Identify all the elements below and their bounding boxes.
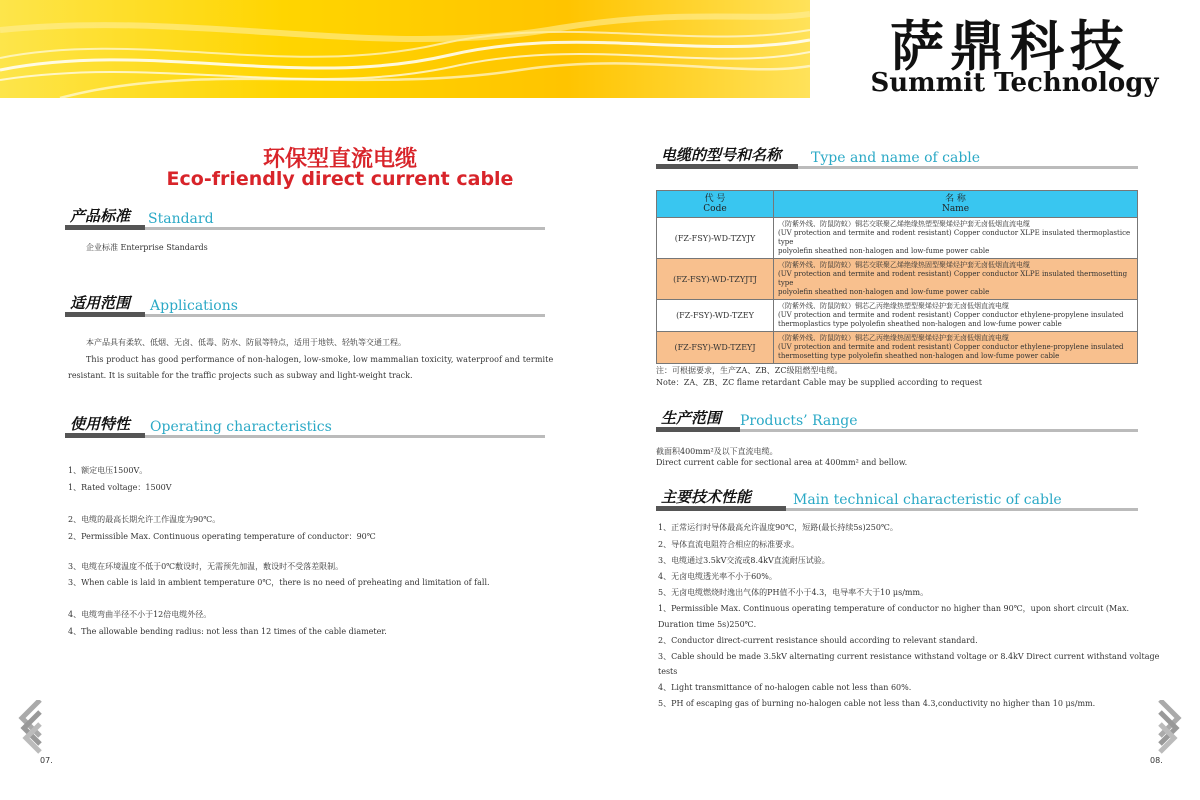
operating-item-cn: 3、电缆在环境温度不低于0℃敷设时，无需预先加温，敷设时不受落差限制。: [68, 562, 344, 571]
tech-line: 2、Conductor direct-current resistance should according to relevant standard.: [658, 636, 978, 645]
section-rule: [798, 166, 1138, 169]
section-rule: [656, 427, 740, 432]
section-rule: [65, 433, 145, 438]
table-cell-code: (FZ-FSY)-WD-TZYJTJ: [657, 259, 774, 300]
section-operating: [65, 411, 545, 451]
section-title-cn: 电缆的型号和名称: [661, 146, 782, 164]
header-banner: [0, 0, 810, 98]
table-row: [657, 332, 1138, 364]
table-cell-name: （防紫外线、防鼠防蚁）铜芯乙丙绝缘热固型聚烯烃护套无卤低烟直流电缆 (UV protection and termite and rodent resistant) Copper conductor ethylene-propylene insulated thermosetting type polyolefin sheathed non-halogen and low-fume power cable: [774, 332, 1138, 364]
tech-line: 1、正常运行时导体最高允许温度90℃，短路(最长持续5s)250℃。: [658, 523, 898, 532]
range-text-en: Direct current cable for sectional area at 400mm² and bellow.: [656, 458, 908, 467]
tech-line: 5、无卤电缆燃烧时逸出气体的PH值不小于4.3，电导率不大于10 μs/mm。: [658, 588, 929, 597]
table-cell-name: （防紫外线、防鼠防蚁）铜芯乙丙绝缘热塑型聚烯烃护套无卤低烟直流电缆 (UV protection and termite and rodent resistant) Copper conductor ethylene-propylene insulated thermoplastics type polyolefin sheathed non-halogen and low-fume power cable: [774, 300, 1138, 332]
section-rule: [145, 314, 545, 317]
section-rule: [656, 164, 798, 169]
standard-text: 企业标准 Enterprise Standards: [86, 243, 208, 252]
tech-line: tests: [658, 667, 678, 676]
applications-line: resistant. It is suitable for the traffic projects such as subway and light-weight track.: [68, 371, 413, 380]
table-note-en: Note：ZA、ZB、ZC flame retardant Cable may be supplied according to request: [656, 378, 982, 387]
table-cell-code: (FZ-FSY)-WD-TZEY: [657, 300, 774, 332]
table-cell-name: （防紫外线、防鼠防蚁）铜芯交联聚乙烯绝缘热塑型聚烯烃护套无卤低烟直流电缆 (UV protection and termite and rodent resistant) Copper conductor XLPE insulated thermoplastice type polyolefin sheathed non-halogen and low-fume power cable: [774, 218, 1138, 259]
section-rule: [145, 227, 545, 230]
cable-type-table: [656, 190, 1138, 364]
page-title-cn: 环保型直流电缆: [262, 147, 417, 172]
tech-line: 2、导体直流电阻符合相应的标准要求。: [658, 540, 800, 549]
table-row: [657, 218, 1138, 259]
section-title-cn: 产品标准: [70, 207, 131, 225]
section-standard: [65, 203, 545, 243]
operating-item-cn: 4、电缆弯曲半径不小于12倍电缆外径。: [68, 610, 212, 619]
table-header-row: [657, 191, 1138, 218]
section-rule: [145, 435, 545, 438]
operating-item-cn: 1、额定电压1500V。: [68, 466, 148, 475]
section-title-en: Operating characteristics: [150, 419, 332, 435]
section-range: [656, 405, 1138, 445]
section-title-en: Type and name of cable: [811, 150, 981, 166]
tech-line: 4、无卤电缆透光率不小于60%。: [658, 572, 777, 581]
wave-decoration: [0, 0, 810, 98]
operating-item-en: 1、Rated voltage：1500V: [68, 483, 172, 492]
table-cell-code: (FZ-FSY)-WD-TZYJY: [657, 218, 774, 259]
section-rule: [740, 429, 1138, 432]
section-title-cn: 适用范围: [70, 294, 131, 312]
chevron-deco-icon: [18, 700, 46, 760]
section-rule: [656, 506, 786, 511]
tech-line: 4、Light transmittance of no-halogen cable not less than 60%.: [658, 683, 912, 692]
operating-item-en: 3、When cable is laid in ambient temperature 0℃，there is no need of preheating and limitation of fall.: [68, 578, 490, 587]
table-row: [657, 259, 1138, 300]
operating-item-en: 2、Permissible Max. Continuous operating temperature of conductor：90℃: [68, 532, 376, 541]
section-title-cn: 使用特性: [70, 415, 131, 433]
section-title-cn: 生产范围: [661, 409, 722, 427]
applications-line: 本产品具有柔软、低烟、无卤、低毒、防水、防鼠等特点，适用于地铁、轻轨等交通工程。: [86, 338, 406, 347]
section-title-en: Applications: [150, 298, 238, 314]
page-title-en: Eco-friendly direct current cable: [166, 168, 514, 190]
table-cell-name: （防紫外线、防鼠防蚁）铜芯交联聚乙烯绝缘热固型聚烯烃护套无卤低烟直流电缆 (UV protection and termite and rodent resistant) Copper conductor XLPE insulated thermosetting type polyolefin sheathed non-halogen and low-fume power cable: [774, 259, 1138, 300]
brand-name-en: Summit Technology: [870, 68, 1159, 98]
operating-item-en: 4、The allowable bending radius: not less than 12 times of the cable diameter.: [68, 627, 387, 636]
chevron-deco-icon: [1154, 700, 1182, 760]
brand-name-cn: 萨鼎科技: [890, 15, 1130, 78]
section-title-en: Products’ Range: [740, 413, 858, 429]
page-number-left: 07.: [40, 756, 53, 765]
section-title-en: Standard: [148, 211, 214, 227]
table-header-name: 名 称 Name: [774, 191, 1138, 218]
tech-line: 3、电缆通过3.5kV交流或8.4kV直流耐压试验。: [658, 556, 830, 565]
table-note-cn: 注：可根据要求，生产ZA、ZB、ZC级阻燃型电缆。: [656, 366, 843, 375]
section-rule: [65, 312, 145, 317]
section-rule: [65, 225, 145, 230]
section-title-cn: 主要技术性能: [661, 488, 752, 506]
section-applications: [65, 290, 545, 330]
tech-line: 5、PH of escaping gas of burning no-halogen cable not less than 4.3,conductivity no higher than 10 μs/mm.: [658, 699, 1096, 708]
section-type-name: [656, 142, 1138, 182]
table-cell-code: (FZ-FSY)-WD-TZEYJ: [657, 332, 774, 364]
table-header-code: 代 号 Code: [657, 191, 774, 218]
section-main-tech: [656, 484, 1138, 524]
section-rule: [786, 508, 1138, 511]
page-number-right: 08.: [1150, 756, 1163, 765]
tech-line: 3、Cable should be made 3.5kV alternating current resistance withstand voltage or 8.4kV Direct current withstand voltage: [658, 652, 1160, 661]
tech-line: Duration time 5s)250℃.: [658, 620, 757, 629]
section-title-en: Main technical characteristic of cable: [793, 492, 1062, 508]
operating-item-cn: 2、电缆的最高长期允许工作温度为90℃。: [68, 515, 221, 524]
applications-line: This product has good performance of non-halogen, low-smoke, low mammalian toxicity, waterproof and termite: [86, 355, 554, 364]
tech-line: 1、Permissible Max. Continuous operating temperature of conductor no higher than 90℃，upon short circuit (Max.: [658, 604, 1130, 613]
range-text-cn: 截面积400mm²及以下直流电缆。: [656, 447, 778, 456]
table-row: [657, 300, 1138, 332]
